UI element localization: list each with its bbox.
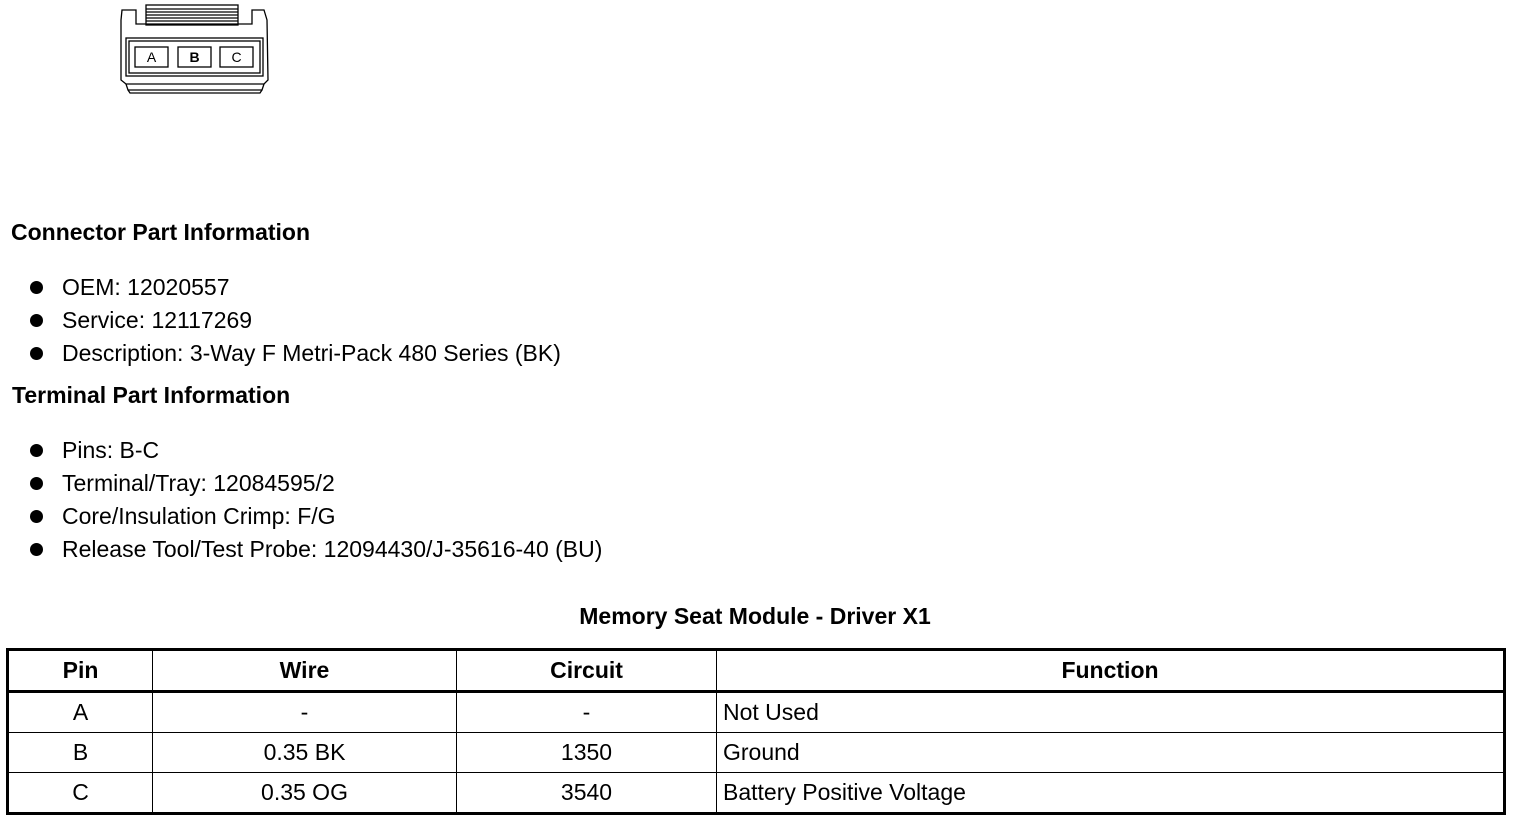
cell-wire: 0.35 BK <box>153 733 457 773</box>
cavity-label-c: C <box>231 49 242 65</box>
cavity-label-b: B <box>189 49 200 65</box>
bullet-icon <box>30 281 43 294</box>
list-item-text: Release Tool/Test Probe: 12094430/J-35616-40 (BU) <box>62 536 603 562</box>
table-row <box>8 733 1505 773</box>
list-item <box>26 533 602 566</box>
cell-pin: A <box>8 692 153 733</box>
cavity-label-a: A <box>146 49 157 65</box>
table-row <box>8 773 1505 814</box>
column-header-pin: Pin <box>8 650 153 692</box>
cell-function: Ground <box>717 733 1505 773</box>
table-title: Memory Seat Module - Driver X1 <box>579 603 931 629</box>
list-item-text: Description: 3-Way F Metri-Pack 480 Series (BK) <box>62 340 561 366</box>
connector-face-diagram <box>116 2 276 97</box>
column-header-circuit: Circuit <box>457 650 717 692</box>
pin-table <box>6 648 1506 815</box>
list-item-text: Service: 12117269 <box>62 307 253 333</box>
cell-wire: 0.35 OG <box>153 773 457 814</box>
list-item-text: Terminal/Tray: 12084595/2 <box>62 470 335 496</box>
list-item <box>26 434 602 467</box>
column-header-function: Function <box>717 650 1505 692</box>
list-item <box>26 304 561 337</box>
bullet-icon <box>30 444 43 457</box>
cell-circuit: 3540 <box>457 773 717 814</box>
list-item-text: Pins: B-C <box>62 437 160 463</box>
cell-pin: C <box>8 773 153 814</box>
terminal-part-heading: Terminal Part Information <box>12 382 291 408</box>
list-item <box>26 337 561 370</box>
list-item-text: OEM: 12020557 <box>62 274 230 300</box>
connector-part-heading: Connector Part Information <box>11 219 311 245</box>
list-item <box>26 271 561 304</box>
bullet-icon <box>30 510 43 523</box>
bullet-icon <box>30 543 43 556</box>
table-header-row <box>8 650 1505 692</box>
list-item-text: Core/Insulation Crimp: F/G <box>62 503 336 529</box>
bullet-icon <box>30 477 43 490</box>
list-item <box>26 500 602 533</box>
cell-circuit: - <box>457 692 717 733</box>
bullet-icon <box>30 314 43 327</box>
connector-part-list <box>26 271 561 370</box>
cell-function: Battery Positive Voltage <box>717 773 1505 814</box>
cell-function: Not Used <box>717 692 1505 733</box>
list-item <box>26 467 602 500</box>
terminal-part-list <box>26 434 602 566</box>
column-header-wire: Wire <box>153 650 457 692</box>
cell-pin: B <box>8 733 153 773</box>
bullet-icon <box>30 347 43 360</box>
cell-circuit: 1350 <box>457 733 717 773</box>
table-row <box>8 692 1505 733</box>
cell-wire: - <box>153 692 457 733</box>
